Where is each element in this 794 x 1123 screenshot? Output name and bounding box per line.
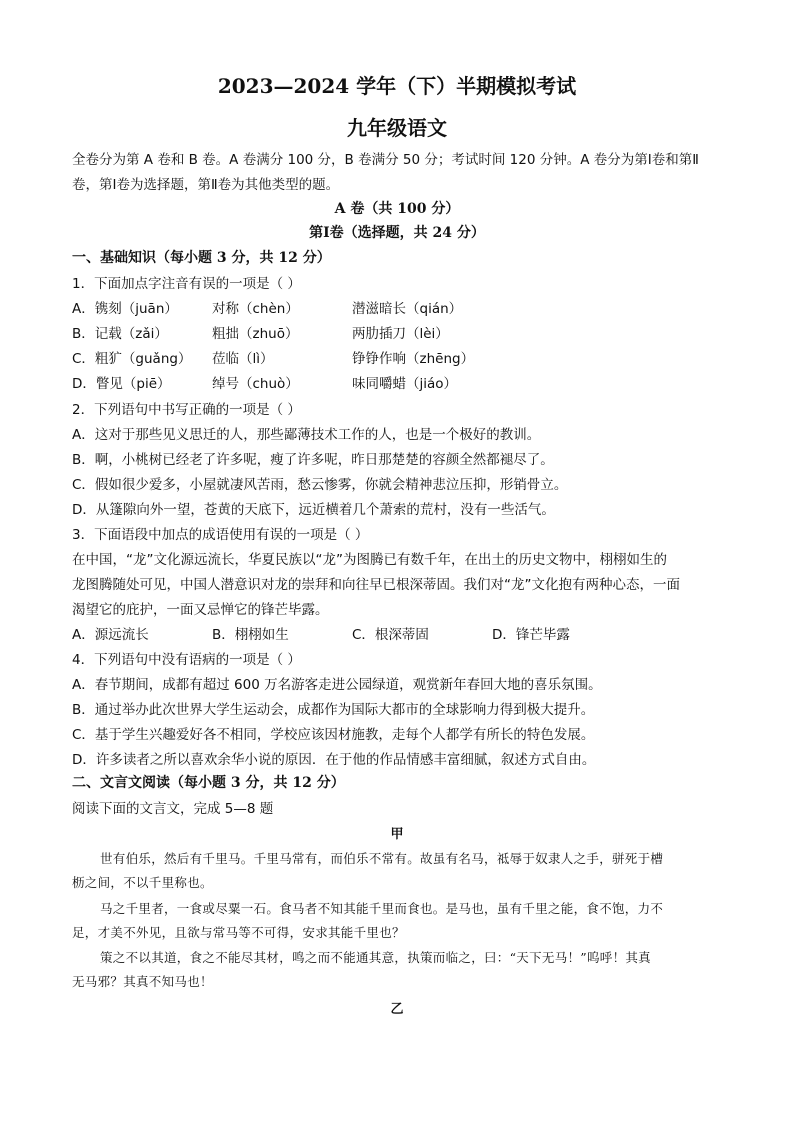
section-a-heading: A 卷（共 100 分） [334, 201, 460, 217]
part2-heading: 二、文言文阅读（每小题 3 分，共 12 分） [72, 775, 345, 791]
q1-option: 绰号（chuò） [212, 376, 299, 392]
q3-option: B．栩栩如生 [212, 627, 289, 643]
q3-stem: 3．下面语段中加点的成语使用有误的一项是（ ） [72, 527, 369, 543]
q2-option: A．这对于那些见义思迁的人，那些鄙薄技术工作的人，也是一个极好的教训。 [72, 427, 541, 443]
reading-instruction: 阅读下面的文言文，完成 5—8 题 [72, 801, 274, 817]
q3-option: A．源远流长 [72, 627, 149, 643]
intro-line-1: 全卷分为第 A 卷和 B 卷。A 卷满分 100 分，B 卷满分 50 分；考试时间 120 分钟。A 卷分为第Ⅰ卷和第Ⅱ [72, 152, 699, 168]
q4-option: D．许多读者之所以喜欢余华小说的原因．在于他的作品情感丰富细腻，叙述方式自由。 [72, 752, 596, 768]
q2-option: B．啊，小桃树已经老了许多呢，瘦了许多呢，昨日那楚楚的容颜全然都褪尽了。 [72, 452, 554, 468]
q1-option: 两肋插刀（lèi） [352, 326, 449, 342]
q3-option: C．根深蒂固 [352, 627, 429, 643]
intro-line-2: 卷，第Ⅰ卷为选择题，第Ⅱ卷为其他类型的题。 [72, 177, 340, 193]
text-jia-line: 足，才美不外见，且欲与常马等不可得，安求其能千里也？ [72, 925, 405, 940]
q1-option: 粗拙（zhuō） [212, 326, 299, 342]
part-one-heading: 第Ⅰ卷（选择题，共 24 分） [309, 225, 485, 241]
q1-option: 潜滋暗长（qián） [352, 301, 463, 317]
q1-stem: 1．下面加点字注音有误的一项是（ ） [72, 276, 301, 292]
q4-stem: 4．下列语句中没有语病的一项是（ ） [72, 652, 301, 668]
text-jia-label: 甲 [390, 827, 404, 842]
q1-option: C．粗犷（guǎng） [72, 351, 192, 367]
exam-title: 2023—2024 学年（下）半期模拟考试 [217, 74, 577, 98]
q3-passage-line: 龙图腾随处可见，中国人潜意识对龙的崇拜和向往早已根深蒂固。我们对“龙”文化抱有两种心态，一面 [72, 577, 680, 593]
q1-option: B．记载（zǎi） [72, 326, 168, 342]
q2-option: D．从篷隙向外一望，苍黄的天底下，远近横着几个萧索的荒村，没有一些活气。 [72, 502, 555, 518]
q1-option: 对称（chèn） [212, 301, 299, 317]
q1-option: 莅临（lì） [212, 351, 274, 367]
text-jia-line: 世有伯乐，然后有千里马。千里马常有，而伯乐不常有。故虽有名马，祗辱于奴隶人之手，骈死于槽 [100, 851, 664, 866]
text-jia-line: 策之不以其道，食之不能尽其材，鸣之而不能通其意，执策而临之，曰：“天下无马！”呜呼！其真 [100, 950, 651, 965]
text-jia-line: 枥之间，不以千里称也。 [72, 875, 213, 890]
q1-option: 铮铮作响（zhēng） [352, 351, 475, 367]
q1-option: 味同嚼蜡（jiáo） [352, 376, 458, 392]
q3-passage-line: 渴望它的庇护，一面又忌惮它的锋芒毕露。 [72, 602, 329, 618]
q2-option: C．假如很少爱多，小屋就凄风苦雨，愁云惨雾，你就会精神悲泣压抑，形销骨立。 [72, 477, 568, 493]
q4-option: C．基于学生兴趣爱好各不相同，学校应该因材施教，走每个人都学有所长的特色发展。 [72, 727, 595, 743]
q4-option: B．通过举办此次世界大学生运动会，成都作为国际大都市的全球影响力得到极大提升。 [72, 702, 595, 718]
q4-option: A．春节期间，成都有超过 600 万名游客走进公园绿道，观赏新年春回大地的喜乐氛围。 [72, 677, 602, 693]
text-jia-line: 无马邪？其真不知马也！ [72, 974, 213, 989]
q3-option: D．锋芒毕露 [492, 627, 570, 643]
q3-passage-line: 在中国，“龙”文化源远流长，华夏民族以“龙”为图腾已有数千年，在出土的历史文物中，栩栩如生的 [72, 552, 667, 568]
text-yi-label: 乙 [390, 1002, 404, 1017]
q2-stem: 2．下列语句中书写正确的一项是（ ） [72, 402, 301, 418]
text-jia-line: 马之千里者，一食或尽粟一石。食马者不知其能千里而食也。是马也，虽有千里之能，食不饱，力不 [100, 901, 664, 916]
part1-heading: 一、基础知识（每小题 3 分，共 12 分） [72, 250, 331, 266]
q1-option: D．瞥见（piē） [72, 376, 171, 392]
exam-subtitle: 九年级语文 [347, 116, 447, 140]
q1-option: A．镌刻（juān） [72, 301, 178, 317]
